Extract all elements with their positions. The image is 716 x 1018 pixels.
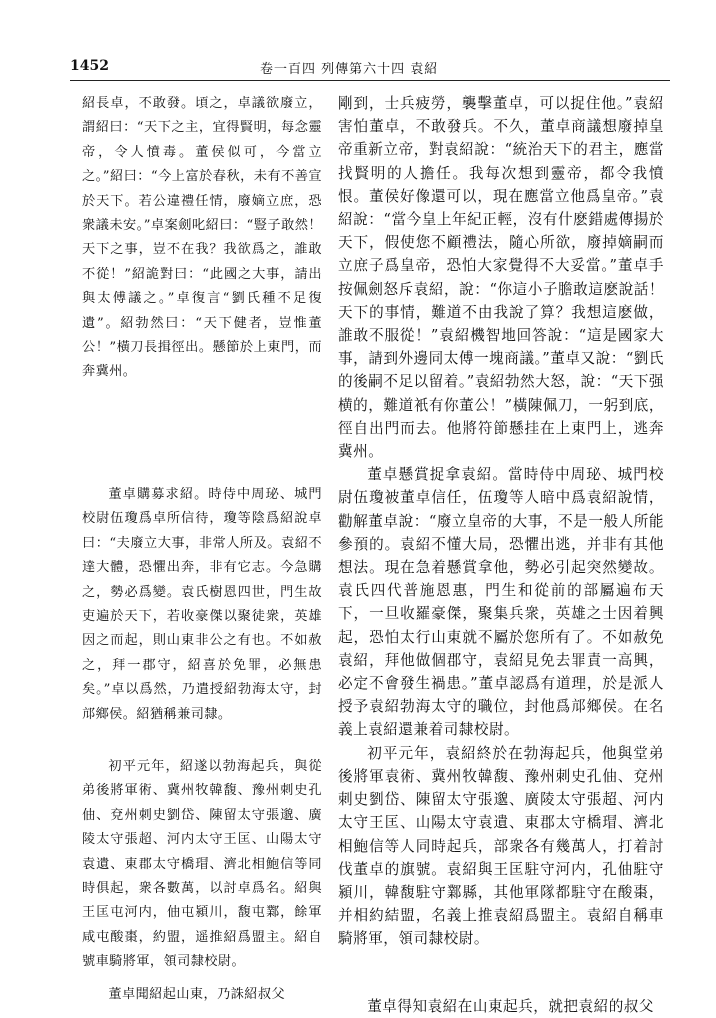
- page-header: [70, 56, 670, 82]
- header-rule: [70, 80, 670, 81]
- classical-text-column: [82, 92, 322, 1002]
- classical-paragraph: 初平元年，紹遂以勃海起兵，與從弟後將軍術、冀州牧韓馥、豫州刺史孔伷、兗州刺史劉岱、陳留太守張邈、廣陵太守張超、河内太守王匡、山陽太守袁遺、東郡太守橋瑁、濟北相鮑信等同時俱起，衆各數萬，以討卓爲名。紹與王匡屯河内，伷屯潁川，馥屯鄴，餘軍咸屯酸棗，約盟，遥推紹爲盟主。紹自號車騎將軍，領司隸校尉。: [82, 758, 322, 970]
- running-head: 卷一百四 列傳第六十四 袁紹: [260, 62, 439, 77]
- translation-paragraph: 董卓得知袁紹在山東起兵，就把袁紹的叔父: [367, 997, 654, 1015]
- translation-column: [338, 92, 664, 1015]
- translation-paragraph: 初平元年，袁紹終於在勃海起兵，他與堂弟後將軍袁術、冀州牧韓馥、豫州刺史孔伷、兗州刺史劉岱、陳留太守張邈、廣陵太守張超、河内太守王匡、山陽太守袁遺、東郡太守橋瑁、濟北相鮑信等人同時起兵，部衆各有幾萬人，打着討伐董卓的旗號。袁紹與王匡駐守河内，孔伷駐守潁川，韓馥駐守鄴縣，其他軍隊都駐守在酸棗，并相約結盟，名義上推袁紹爲盟主。袁紹自稱車騎將軍，領司隸校尉。: [338, 744, 664, 948]
- translation-paragraph: 剛到，士兵疲勞，襲擊董卓，可以捉住他。”袁紹害怕董卓，不敢發兵。不久，董卓商議想廢掉皇帝重新立帝，對袁紹說：“統治天下的君主，應當找賢明的人擔任。我每次想到靈帝，都令我憤恨。董侯好像還可以，現在應當立他爲皇帝。”袁紹說：“當今皇上年紀正輕，沒有什麽錯處傳揚於天下，假使您不顧禮法，隨心所欲，廢掉嫡嗣而立庶子爲皇帝，恐怕大家覺得不大妥當。”董卓手按佩劍怒斥袁紹，說：“你這小子膽敢這麽說話！天下的事情，難道不由我說了算？我想這麽做，誰敢不服從！”袁紹機智地回答說：“這是國家大事，請到外邊同太傅一塊商議。”董卓又說：“劉氏的後嗣不足以留着。”袁紹勃然大怒，說：“天下强横的，難道衹有你董公！”橫陳佩刀，一躬到底，徑自出門而去。他將符節懸挂在上東門上，逃奔冀州。: [338, 95, 664, 461]
- classical-paragraph: 董卓聞紹起山東，乃誅紹叔父: [108, 986, 286, 1002]
- classical-paragraph: 紹長卓，不敢發。頃之，卓議欲廢立，謂紹曰：“天下之主，宜得賢明，每念靈帝，令人憤毒。董侯似可，今當立之。”紹曰：“今上富於春秋，未有不善宣於天下。若公違禮任情，廢嫡立庶，恐衆議未安。”卓案劍叱紹曰：“豎子敢然！天下之事，豈不在我？我欲爲之，誰敢不從！”紹詭對曰：“此國之大事，請出與太傅議之。”卓復言“劉氏種不足復遺”。紹勃然曰：“天下健者，豈惟董公！”橫刀長揖徑出。懸節於上東門，而奔冀州。: [82, 96, 322, 380]
- classical-paragraph: 董卓購募求紹。時侍中周珌、城門校尉伍瓊爲卓所信待，瓊等陰爲紹說卓曰：“夫廢立大事，非常人所及。袁紹不達大體，恐懼出奔，非有它志。今急購之，勢必爲變。袁氏樹恩四世，門生故吏遍於天下，若收豪傑以聚徒衆，英雄因之而起，則山東非公之有也。不如赦之，拜一郡守，紹喜於免罪，必無患矣。”卓以爲然，乃遣授紹勃海太守，封邟鄉侯。紹猶稱兼司隸。: [82, 486, 322, 722]
- page-number: 1452: [70, 58, 109, 74]
- translation-paragraph: 董卓懸賞捉拿袁紹。當時侍中周珌、城門校尉伍瓊被董卓信任，伍瓊等人暗中爲袁紹說情，勸解董卓說：“廢立皇帝的大事，不是一般人所能參預的。袁紹不懂大局，恐懼出逃，并非有其他想法。現在急着懸賞拿他，勢必引起突然變故。袁氏四代普施恩惠，門生和從前的部屬遍布天下，一旦收羅豪傑，聚集兵衆，英雄之士因着興起，恐怕太行山東就不屬於您所有了。不如赦免袁紹，拜他做個郡守，袁紹見免去罪責一高興，必定不會發生禍患。”董卓認爲有道理，於是派人授予袁紹勃海太守的職位，封他爲邟鄉侯。在名義上袁紹還兼着司隸校尉。: [338, 466, 664, 739]
